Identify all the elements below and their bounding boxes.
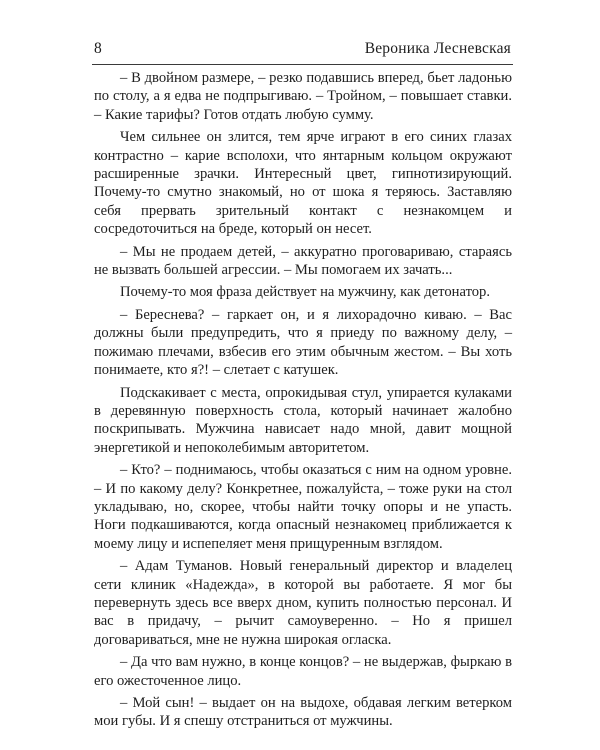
paragraph: – Адам Туманов. Новый генеральный директор и владелец сети клиник «Надежда», в которой вы работаете. Я мог бы перевернуть здесь все вверх дном, купить полностью персонал. И вас в придачу, – рычит самоуверенно. – Но я пришел договариваться, мне не нужна широкая огласка. <box>94 558 512 648</box>
paragraph: Чем сильнее он злится, тем ярче играют в его синих глазах контрастно – карие всполохи, что янтарным кольцом окружают расширенные зрачки. Интересный цвет, гипнотизирующий. Почему-то смутно знакомый, но от шока я теряюсь. Заставляю себя прервать зрительный контакт с незнакомцем и сосредоточиться на бреде, который он несет. <box>94 129 512 238</box>
running-title: Вероника Лесневская <box>364 40 511 57</box>
running-header <box>92 40 513 65</box>
page-number: 8 <box>94 40 102 57</box>
paragraph: Почему-то моя фраза действует на мужчину, как детонатор. <box>120 284 490 301</box>
paragraph: – Береснева? – гаркает он, и я лихорадочно киваю. – Вас должны были предупредить, что я приеду по важному делу, – пожимаю плечами, взбесив его этим обычным жестом. – Вы хоть понимаете, кто я?! – слетает с катушек. <box>94 306 512 379</box>
paragraph: – Мой сын! – выдает он на выдохе, обдавая легким ветерком мои губы. И я спешу отстраниться от мужчины. <box>94 695 512 730</box>
paragraph: – Мы не продаем детей, – аккуратно проговариваю, стараясь не вызвать большей агрессии. – Мы помогаем их зачать... <box>94 243 512 279</box>
paragraph: – Кто? – поднимаюсь, чтобы оказаться с ним на одном уровне. – И по какому делу? Конкретнее, пожалуйста, – тоже руки на стол укладываю, но, скорее, чтобы найти точку опоры и не упасть. Ноги подкашиваются, когда опасный незнакомец приближается к моему лицу и испепеляет меня прищуренным взглядом. <box>94 462 512 552</box>
paragraph: – Да что вам нужно, в конце концов? – не выдержав, фыркаю в его ожесточенное лицо. <box>94 654 512 689</box>
paragraph: – В двойном размере, – резко подавшись вперед, бьет ладонью по столу, а я едва не подпрыгиваю. – Тройном, – повышает ставки. – Какие тарифы? Готов отдать любую сумму. <box>94 70 512 123</box>
paragraph: Подскакивает с места, опрокидывая стул, упирается кулаками в деревянную поверхность стола, который начинает жалобно поскрипывать. Мужчина нависает надо мной, давит мощной энергетикой и непоколебимым авторитетом. <box>94 384 512 456</box>
body-text <box>94 69 512 735</box>
